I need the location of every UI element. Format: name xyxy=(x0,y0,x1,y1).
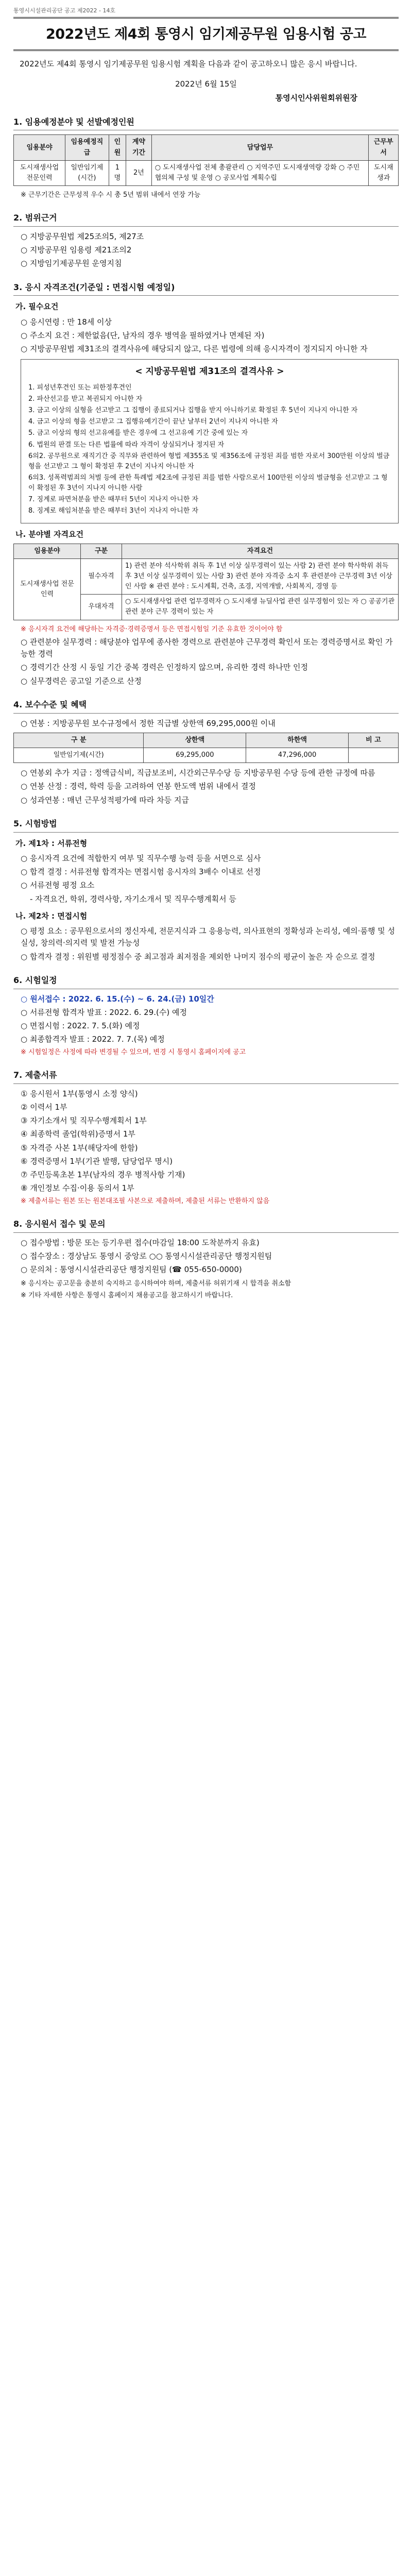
table-header: 상한액 xyxy=(144,733,246,748)
qualification-note: ※ 응시자격 요건에 해당하는 자격증·경력증명서 등은 면접시험일 기준 유효한 것이어야 함 xyxy=(21,625,283,633)
table-row xyxy=(14,160,399,185)
list-item: ⑧ 개인정보 수집·이용 동의서 1부 xyxy=(21,1183,134,1193)
list-item: ○ 지방공무원 임용령 제21조의2 xyxy=(21,245,132,255)
list-item: 6의3. 성폭력범죄의 처벌 등에 관한 특례법 제2조에 규정된 죄를 범한 사람으로서 100만원 이상의 벌금형을 선고받고 그 형이 확정된 후 3년이 지나지 아니한 사람 xyxy=(28,473,388,493)
list-item: ① 응시원서 1부(통영시 소정 양식) xyxy=(21,1089,138,1098)
list-item: - 자격요건, 학위, 경력사항, 자기소개서 및 직무수행계획서 등 xyxy=(30,894,236,904)
disqualification-box xyxy=(21,359,399,523)
subsection-title: 가. 제1차 : 서류전형 xyxy=(15,838,88,848)
list-item: 3. 금고 이상의 실형을 선고받고 그 집행이 종료되거나 집행을 받지 아니하기로 확정된 후 5년이 지나지 아니한 자 xyxy=(28,406,358,415)
table-header: 인원 xyxy=(109,135,126,160)
list-item: ④ 최종학력 졸업(학위)증명서 1부 xyxy=(21,1129,135,1139)
table-row xyxy=(14,748,399,762)
list-item: 2. 파산선고를 받고 복권되지 아니한 자 xyxy=(28,395,143,403)
table-header: 임용예정직급 xyxy=(65,135,109,160)
list-item: 1. 피성년후견인 또는 피한정후견인 xyxy=(28,383,132,392)
table-cell: 1) 관련 분야 석사학위 취득 후 1년 이상 실무경력이 있는 사람 2) 관련 분야 학사학위 취득 후 3년 이상 실무경력이 있는 사람 3) 관련 분야 자격증 소지 후 관련분야 근무경력 3년 이상인 사람 ※ 관련 분야 : 도시계획, 건축, 조경, 지역개발, 사회복지, 경영 등 xyxy=(122,558,399,594)
table-cell: 도시재생사업 전문인력 xyxy=(14,160,65,185)
list-item: ⑤ 자격증 사본 1부(해당자에 한함) xyxy=(21,1143,138,1153)
list-item: 5. 금고 이상의 형의 선고유예를 받은 경우에 그 선고유예 기간 중에 있는 자 xyxy=(28,429,248,437)
list-item: 6의2. 공무원으로 재직기간 중 직무와 관련하여 형법 제355조 및 제356조에 규정된 죄를 범한 자로서 300만원 이상의 벌금형을 선고받고 그 형이 확정된 후 2년이 지나지 아니한 자 xyxy=(28,452,390,470)
list-item: ○ 지방공무원법 제31조의 결격사유에 해당되지 않고, 다른 법령에 의해 응시자격이 정지되지 아니한 자 xyxy=(21,344,368,354)
list-item: ⑥ 경력증명서 1부(기관 발행, 담당업무 명시) xyxy=(21,1156,173,1166)
table-header: 임용분야 xyxy=(14,544,81,558)
section-7-title: 7. 제출서류 xyxy=(13,1069,399,1084)
list-item: 7. 징계로 파면처분을 받은 때부터 5년이 지나지 아니한 자 xyxy=(28,496,199,504)
list-item: ○ 최종합격자 발표 : 2022. 7. 7.(목) 예정 xyxy=(21,1035,165,1044)
list-item: ○ 평정 요소 : 공무원으로서의 정신자세, 전문지식과 그 응용능력, 의사표현의 정확성과 논리성, 예의·품행 및 성실성, 창의력·의지력 및 발전 가능성 xyxy=(21,926,396,948)
section-8-title: 8. 응시원서 접수 및 문의 xyxy=(13,1218,399,1233)
table-cell: 필수자격 xyxy=(81,558,122,594)
footer-notes xyxy=(13,1279,399,1301)
list-item: ○ 실무경력은 공고일 기준으로 산정 xyxy=(21,676,142,686)
list-item: ○ 지방공무원법 제25조의5, 제27조 xyxy=(21,231,144,241)
list-item: ⑦ 주민등록초본 1부(남자의 경우 병적사항 기재) xyxy=(21,1170,185,1180)
list-item: 6. 법원의 판결 또는 다른 법률에 따라 자격이 상실되거나 정지된 자 xyxy=(28,440,225,449)
list-item: ○ 응시자격 요건에 적합한지 여부 및 직무수행 능력 등을 서면으로 심사 xyxy=(21,853,261,863)
list-item: ○ 서류전형 합격자 발표 : 2022. 6. 29.(수) 예정 xyxy=(21,1007,187,1017)
notice-number: 통영시시설관리공단 공고 제2022 - 14호 xyxy=(13,7,116,14)
list-item: ○ 성과연봉 : 매년 근무성적평가에 따라 차등 지급 xyxy=(21,795,189,805)
section-4-title: 4. 보수수준 및 혜택 xyxy=(13,699,399,714)
list-item: ※ 응시자는 공고문을 충분히 숙지하고 응시하여야 하며, 제출서류 허위기재 시 합격을 취소함 xyxy=(21,1280,291,1288)
table-header: 임용분야 xyxy=(14,135,65,160)
list-item: ○ 접수장소 : 경상남도 통영시 중앙로 ○○ 통영시시설관리공단 행정지원팀 xyxy=(21,1251,272,1261)
table-cell: 일반임기제(시간) xyxy=(14,748,144,762)
list-item: ○ 연봉 산정 : 경력, 학력 등을 고려하여 연봉 한도액 범위 내에서 결정 xyxy=(21,782,256,791)
qualification-table xyxy=(13,544,399,620)
list-item: ③ 자기소개서 및 직무수행계획서 1부 xyxy=(21,1116,147,1126)
list-item: ② 이력서 1부 xyxy=(21,1102,67,1112)
table-cell: 69,295,000 xyxy=(144,748,246,762)
salary-table xyxy=(13,733,399,763)
list-item: ○ 주소지 요건 : 제한없음(단, 남자의 경우 병역을 필하였거나 면제된 자) xyxy=(21,330,265,340)
disqualification-heading: < 지방공무원법 제31조의 결격사유 > xyxy=(135,366,284,377)
salary-line: ○ 연봉 : 지방공무원 보수규정에서 정한 직급별 상한액 69,295,000원 이내 xyxy=(21,718,276,728)
list-item: ○ 문의처 : 통영시시설관리공단 행정지원팀 (☎ 055-650-0000) xyxy=(21,1265,242,1275)
positions-table xyxy=(13,134,399,186)
schedule-note: ※ 시험일정은 사정에 따라 변경될 수 있으며, 변경 시 통영시 홈페이지에 공고 xyxy=(21,1048,246,1056)
table-cell: 우대자격 xyxy=(81,595,122,620)
section-3-title: 3. 응시 자격조건(기준일 : 면접시험 예정일) xyxy=(13,281,399,296)
subsection-title: 가. 필수요건 xyxy=(15,302,59,312)
list-item: ○ 관련분야 실무경력 : 해당분야 업무에 종사한 경력으로 관련분야 근무경력 확인서 또는 경력증명서로 확인 가능한 경력 xyxy=(21,637,393,658)
list-item: 8. 징계로 해임처분을 받은 때부터 3년이 지나지 아니한 자 xyxy=(28,507,199,515)
subsection-title: 나. 제2차 : 면접시험 xyxy=(15,911,88,921)
table-header: 담당업무 xyxy=(151,135,369,160)
list-item: ○ 연봉외 추가 지급 : 정액급식비, 직급보조비, 시간외근무수당 등 지방공무원 수당 등에 관한 규정에 따름 xyxy=(21,768,375,778)
subsection-title: 나. 분야별 자격요건 xyxy=(15,529,84,539)
table-header: 비 고 xyxy=(349,733,399,748)
table-header: 구분 xyxy=(81,544,122,558)
table-header: 근무부서 xyxy=(369,135,399,160)
issuing-org: 통영시인사위원회위원장 xyxy=(275,93,357,103)
table-cell: 도시재생과 xyxy=(369,160,399,185)
table-cell: ○ 도시재생사업 관련 업무경력자 ○ 도시재생 뉴딜사업 관련 실무경험이 있는 자 ○ 공공기관 관련 분야 근무 경력이 있는 자 xyxy=(122,595,399,620)
list-item: ○ 접수방법 : 방문 또는 등기우편 접수(마감일 18:00 도착분까지 유효) xyxy=(21,1238,260,1247)
intro-text: 2022년도 제4회 통영시 임기제공무원 임용시험 계획을 다음과 같이 공고하오니 많은 응시 바랍니다. xyxy=(20,59,357,69)
table-cell: 도시재생사업 전문인력 xyxy=(14,558,81,620)
documents-note: ※ 제출서류는 원본 또는 원본대조필 사본으로 제출하며, 제출된 서류는 반환하지 않음 xyxy=(21,1197,270,1205)
table-cell: 2년 xyxy=(126,160,152,185)
table-cell: 일반임기제 (시간) xyxy=(65,160,109,185)
section-5-title: 5. 시험방법 xyxy=(13,818,399,833)
table-header: 구 분 xyxy=(14,733,144,748)
table-header: 계약기간 xyxy=(126,135,152,160)
table-cell xyxy=(349,748,399,762)
list-item: ○ 합격 결정 : 서류전형 합격자는 면접시험 응시자의 3배수 이내로 선정 xyxy=(21,867,261,877)
table-cell: 47,296,000 xyxy=(246,748,349,762)
list-item: ※ 기타 자세한 사항은 통영시 홈페이지 채용공고를 참고하시기 바랍니다. xyxy=(21,1292,233,1300)
list-item: ○ 서류전형 평정 요소 xyxy=(21,880,95,890)
list-item: ○ 경력기간 산정 시 동일 기간 중복 경력은 인정하지 않으며, 유리한 경력 하나만 인정 xyxy=(21,663,308,672)
section-6-title: 6. 시험일정 xyxy=(13,974,399,989)
list-item: ○ 지방임기제공무원 운영지침 xyxy=(21,259,122,268)
table-header: 자격요건 xyxy=(122,544,399,558)
table-row xyxy=(14,558,399,594)
section-1-note: ※ 근무기간은 근무성적 우수 시 총 5년 범위 내에서 연장 가능 xyxy=(21,191,201,199)
notice-date: 2022년 6월 15일 xyxy=(175,79,237,89)
list-item: ○ 응시연령 : 만 18세 이상 xyxy=(21,317,112,327)
list-item: ○ 원서접수 : 2022. 6. 15.(수) ~ 6. 24.(금) 10일간 xyxy=(21,994,214,1004)
list-item: ○ 면접시험 : 2022. 7. 5.(화) 예정 xyxy=(21,1021,140,1031)
section-2-title: 2. 범위근거 xyxy=(13,212,399,227)
section-1-title: 1. 임용예정분야 및 선발예정인원 xyxy=(13,116,399,131)
list-item: 4. 금고 이상의 형을 선고받고 그 집행유예기간이 끝난 날부터 2년이 지나지 아니한 자 xyxy=(28,418,278,426)
page-title: 2022년도 제4회 통영시 임기제공무원 임용시험 공고 xyxy=(13,17,399,51)
list-item: ○ 합격자 결정 : 위원별 평정점수 중 최고점과 최저점을 제외한 나머지 점수의 평균이 높은 자 순으로 결정 xyxy=(21,952,375,961)
table-header: 하한액 xyxy=(246,733,349,748)
table-cell: 1명 xyxy=(109,160,126,185)
table-cell: ○ 도시재생사업 전체 총괄관리 ○ 지역주민 도시재생역량 강화 ○ 주민협의체 구성 및 운영 ○ 공모사업 계획수립 xyxy=(151,160,369,185)
